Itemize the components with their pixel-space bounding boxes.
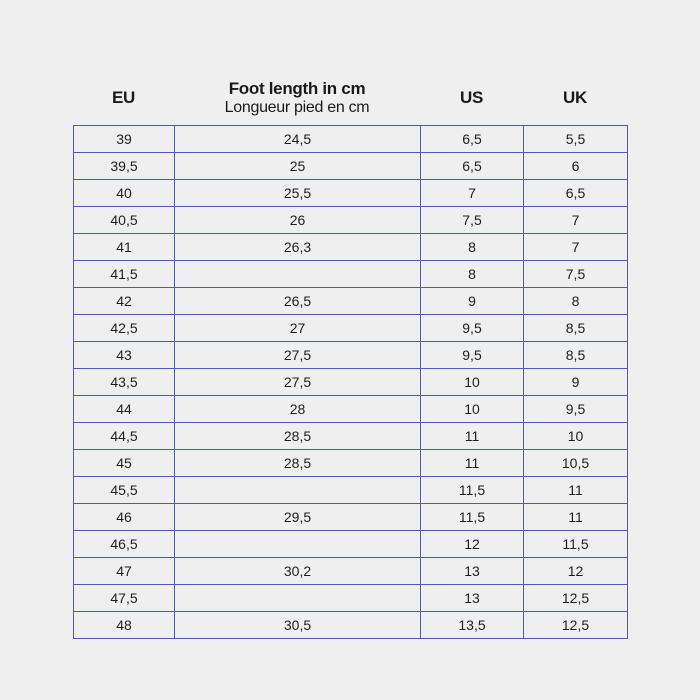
table-row [74,612,628,639]
cell-uk: 7 [524,234,628,261]
cell-foot-length: 30,2 [175,558,421,585]
cell-us: 8 [421,234,524,261]
table-row [74,153,628,180]
cell-us: 13,5 [421,612,524,639]
cell-uk: 12,5 [524,585,628,612]
cell-uk: 11 [524,504,628,531]
cell-eu: 47,5 [74,585,175,612]
header-foot-length [174,74,420,122]
cell-uk: 10,5 [524,450,628,477]
table-row [74,369,628,396]
table-row [74,342,628,369]
cell-eu: 45 [74,450,175,477]
cell-eu: 46 [74,504,175,531]
cell-us: 10 [421,369,524,396]
cell-eu: 39 [74,126,175,153]
size-table-body [74,126,628,639]
cell-eu: 44 [74,396,175,423]
cell-us: 6,5 [421,126,524,153]
table-row [74,288,628,315]
cell-us: 11,5 [421,504,524,531]
header-eu-label: EU [111,88,136,107]
cell-us: 7,5 [421,207,524,234]
cell-foot-length [175,585,421,612]
table-row [74,396,628,423]
cell-foot-length: 28 [175,396,421,423]
table-row [74,261,628,288]
cell-uk: 7,5 [524,261,628,288]
table-row [74,558,628,585]
cell-us: 12 [421,531,524,558]
table-row [74,126,628,153]
cell-foot-length: 27,5 [175,342,421,369]
size-table [73,125,628,639]
cell-us: 13 [421,585,524,612]
cell-foot-length: 26,3 [175,234,421,261]
cell-us: 13 [421,558,524,585]
cell-foot-length: 30,5 [175,612,421,639]
cell-us: 11,5 [421,477,524,504]
cell-eu: 45,5 [74,477,175,504]
cell-eu: 44,5 [74,423,175,450]
cell-uk: 12 [524,558,628,585]
cell-us: 9,5 [421,315,524,342]
cell-eu: 40 [74,180,175,207]
header-us-label: US [459,88,484,107]
cell-uk: 11,5 [524,531,628,558]
cell-uk: 10 [524,423,628,450]
cell-foot-length: 27,5 [175,369,421,396]
cell-foot-length [175,477,421,504]
cell-us: 11 [421,450,524,477]
cell-foot-length: 27 [175,315,421,342]
cell-uk: 11 [524,477,628,504]
table-header [73,74,627,122]
cell-eu: 46,5 [74,531,175,558]
header-eu [73,74,174,122]
cell-foot-length: 28,5 [175,423,421,450]
table-row [74,477,628,504]
cell-uk: 6 [524,153,628,180]
cell-us: 8 [421,261,524,288]
cell-uk: 5,5 [524,126,628,153]
cell-eu: 48 [74,612,175,639]
cell-eu: 41 [74,234,175,261]
cell-uk: 9 [524,369,628,396]
header-foot-length-fr: Longueur pied en cm [224,99,370,116]
cell-eu: 43,5 [74,369,175,396]
cell-us: 9,5 [421,342,524,369]
cell-uk: 8,5 [524,342,628,369]
cell-us: 7 [421,180,524,207]
table-row [74,450,628,477]
cell-uk: 8 [524,288,628,315]
table-row [74,207,628,234]
table-row [74,423,628,450]
cell-uk: 6,5 [524,180,628,207]
table-row [74,585,628,612]
header-foot-length-en: Foot length in cm [228,79,366,98]
cell-foot-length: 28,5 [175,450,421,477]
cell-uk: 12,5 [524,612,628,639]
cell-foot-length: 25,5 [175,180,421,207]
cell-uk: 8,5 [524,315,628,342]
header-uk [523,74,627,122]
table-row [74,504,628,531]
table-row [74,180,628,207]
cell-foot-length [175,531,421,558]
cell-foot-length: 24,5 [175,126,421,153]
header-uk-label: UK [563,88,587,107]
cell-us: 6,5 [421,153,524,180]
cell-foot-length: 29,5 [175,504,421,531]
cell-us: 10 [421,396,524,423]
cell-us: 11 [421,423,524,450]
cell-eu: 39,5 [74,153,175,180]
cell-eu: 41,5 [74,261,175,288]
cell-eu: 47 [74,558,175,585]
cell-foot-length: 26,5 [175,288,421,315]
cell-eu: 40,5 [74,207,175,234]
header-us [420,74,523,122]
cell-foot-length: 25 [175,153,421,180]
cell-uk: 9,5 [524,396,628,423]
table-row [74,234,628,261]
table-row [74,531,628,558]
cell-eu: 43 [74,342,175,369]
cell-us: 9 [421,288,524,315]
cell-uk: 7 [524,207,628,234]
table-row [74,315,628,342]
cell-eu: 42 [74,288,175,315]
cell-foot-length: 26 [175,207,421,234]
cell-foot-length [175,261,421,288]
cell-eu: 42,5 [74,315,175,342]
